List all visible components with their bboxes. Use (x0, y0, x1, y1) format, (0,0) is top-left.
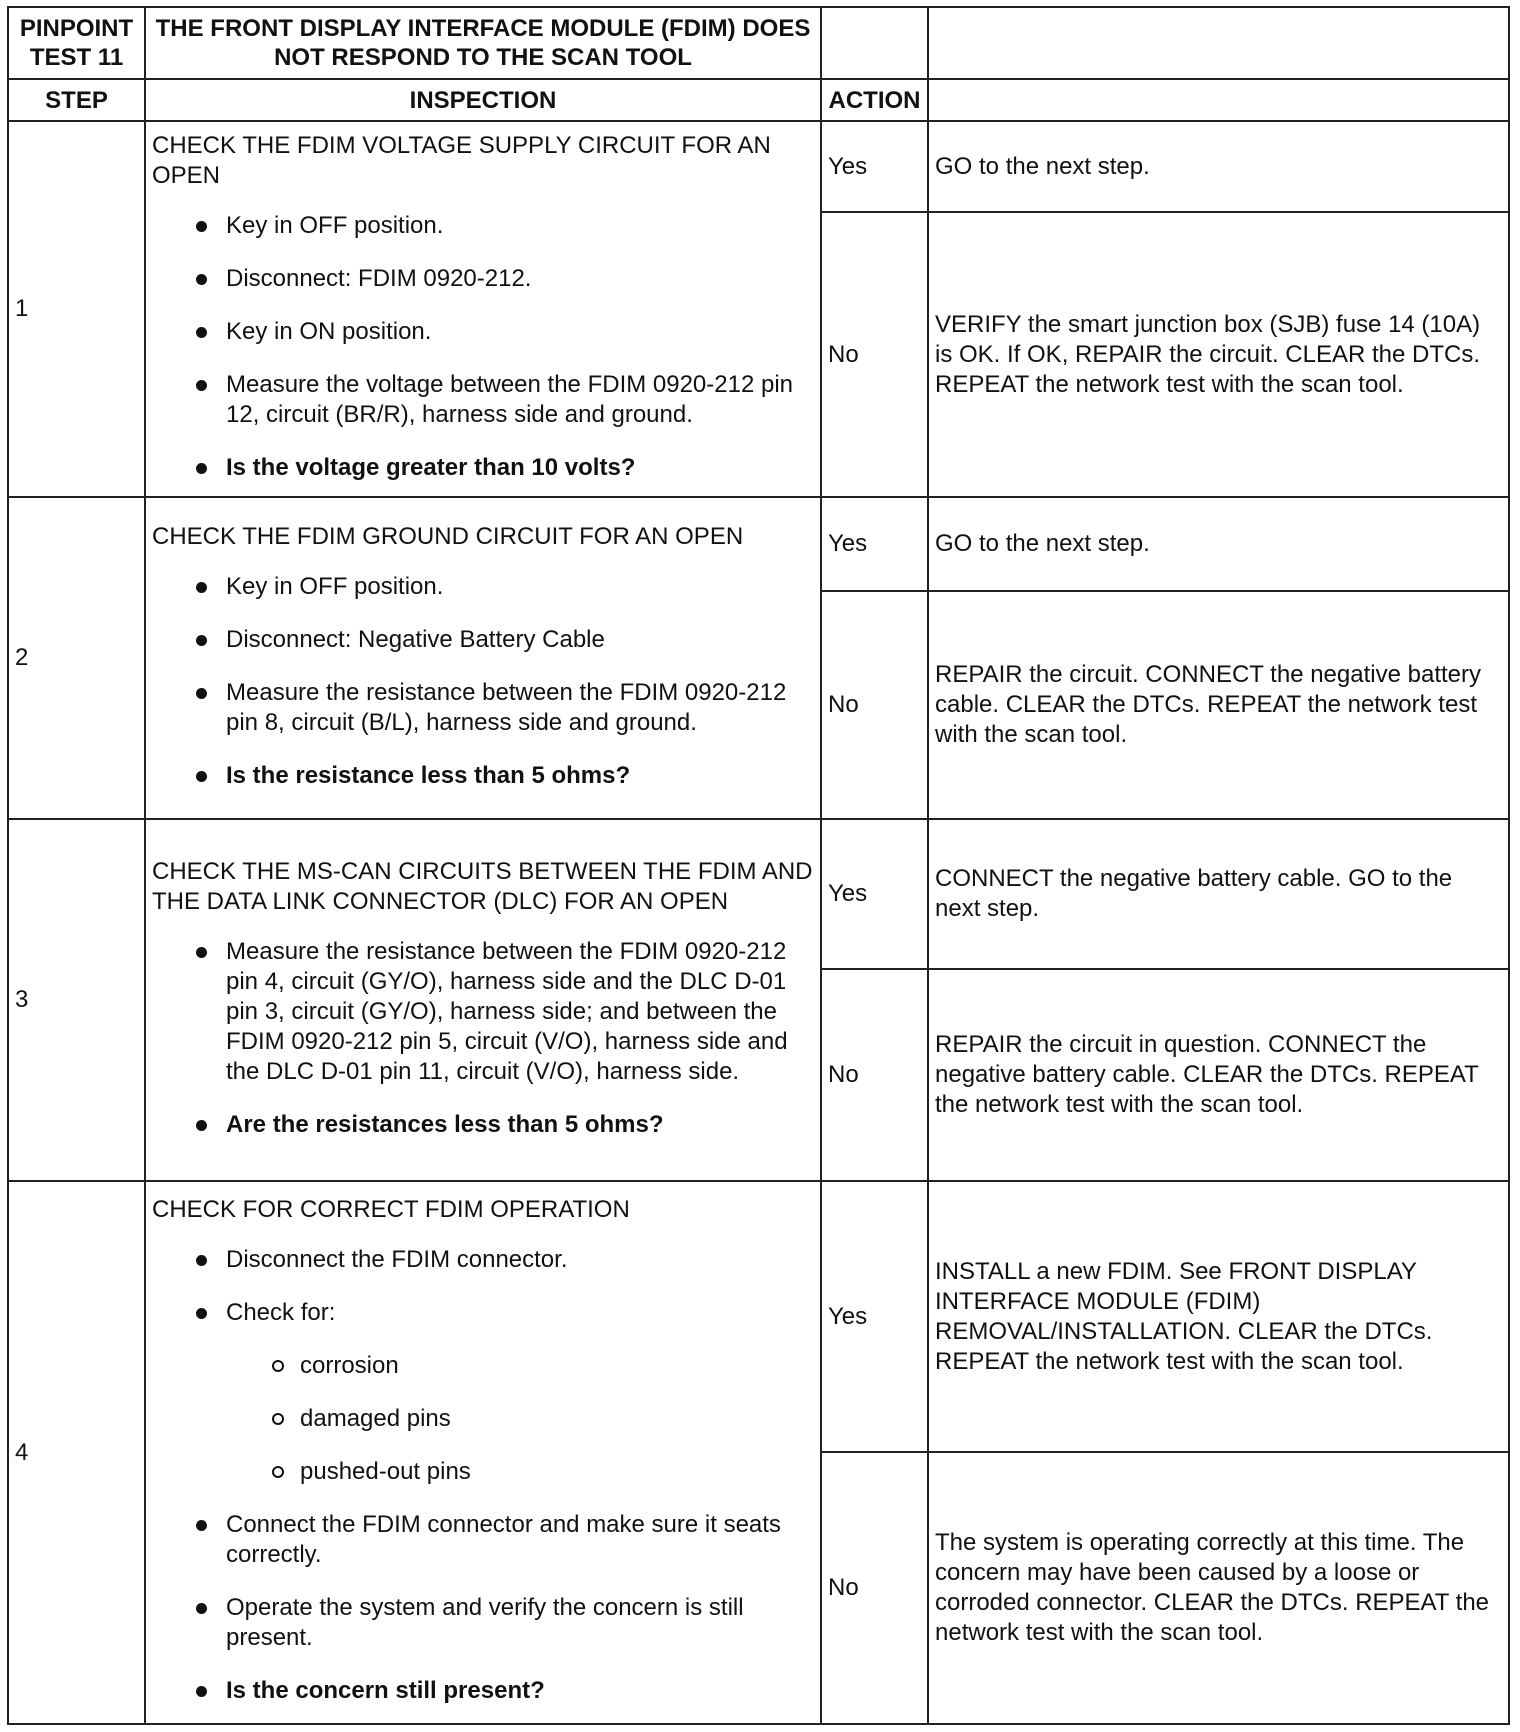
action-no: REPAIR the circuit in question. CONNECT the negative battery cable. CLEAR the DTCs. REPEAT the network test with the scan tool. (928, 969, 1509, 1181)
step-number: 4 (8, 1181, 145, 1724)
answer-yes: Yes (821, 497, 928, 591)
column-header-inspection: INSPECTION (145, 79, 821, 121)
bullet-item: Disconnect the FDIM connector. (152, 1245, 814, 1275)
bullet-item: Disconnect: Negative Battery Cable (152, 625, 814, 655)
inspection-cell (145, 819, 821, 1181)
step-question: Is the voltage greater than 10 volts? (152, 453, 814, 483)
bullet-list (152, 937, 814, 1140)
action-yes: CONNECT the negative battery cable. GO to the next step. (928, 819, 1509, 969)
bullet-item: Measure the resistance between the FDIM 0920-212 pin 8, circuit (B/L), harness side and ground. (152, 678, 814, 738)
step-question: Are the resistances less than 5 ohms? (152, 1110, 814, 1140)
answer-yes: Yes (821, 121, 928, 212)
header-blank (928, 79, 1509, 121)
action-yes: INSTALL a new FDIM. See FRONT DISPLAY INTERFACE MODULE (FDIM) REMOVAL/INSTALLATION. CLEAR the DTCs. REPEAT the network test with the scan tool. (928, 1181, 1509, 1452)
answer-no: No (821, 591, 928, 819)
step-number: 1 (8, 121, 145, 497)
sub-item: pushed-out pins (226, 1457, 814, 1487)
bullet-item: Operate the system and verify the concern is still present. (152, 1593, 814, 1653)
sub-item: damaged pins (226, 1404, 814, 1434)
answer-yes: Yes (821, 1181, 928, 1452)
bullet-text: Check for: (226, 1299, 336, 1326)
bullet-item (152, 1298, 814, 1487)
column-header-step: STEP (8, 79, 145, 121)
step-number: 2 (8, 497, 145, 819)
bullet-list (152, 211, 814, 483)
step-title: CHECK FOR CORRECT FDIM OPERATION (152, 1196, 630, 1223)
answer-no: No (821, 1452, 928, 1724)
action-no: REPAIR the circuit. CONNECT the negative battery cable. CLEAR the DTCs. REPEAT the network test with the scan tool. (928, 591, 1509, 819)
step-title: CHECK THE FDIM VOLTAGE SUPPLY CIRCUIT FOR AN OPEN (152, 132, 771, 189)
bullet-item: Key in ON position. (152, 317, 814, 347)
step-number: 3 (8, 819, 145, 1181)
inspection-cell (145, 497, 821, 819)
action-yes: GO to the next step. (928, 121, 1509, 212)
bullet-item: Disconnect: FDIM 0920-212. (152, 264, 814, 294)
action-yes: GO to the next step. (928, 497, 1509, 591)
bullet-item: Measure the voltage between the FDIM 0920-212 pin 12, circuit (BR/R), harness side and ground. (152, 370, 814, 430)
step-title: CHECK THE FDIM GROUND CIRCUIT FOR AN OPEN (152, 522, 744, 550)
bullet-item: Connect the FDIM connector and make sure it seats correctly. (152, 1510, 814, 1570)
bullet-list (152, 1245, 814, 1706)
test-title: THE FRONT DISPLAY INTERFACE MODULE (FDIM) DOES NOT RESPOND TO THE SCAN TOOL (145, 7, 821, 79)
bullet-list (152, 572, 814, 791)
step-question: Is the resistance less than 5 ohms? (152, 761, 814, 791)
test-label: PINPOINT TEST 11 (8, 7, 145, 79)
step-question: Is the concern still present? (152, 1676, 814, 1706)
answer-no: No (821, 212, 928, 497)
sub-item: corrosion (226, 1351, 814, 1381)
header-blank (821, 7, 928, 79)
answer-no: No (821, 969, 928, 1181)
action-no: VERIFY the smart junction box (SJB) fuse 14 (10A) is OK. If OK, REPAIR the circuit. CLEAR the DTCs. REPEAT the network test with the scan tool. (928, 212, 1509, 497)
step-row (8, 121, 1509, 212)
step-title: CHECK THE MS-CAN CIRCUITS BETWEEN THE FDIM AND THE DATA LINK CONNECTOR (DLC) FOR AN OPEN (152, 857, 813, 915)
step-row (8, 497, 1509, 591)
bullet-item: Key in OFF position. (152, 211, 814, 241)
answer-yes: Yes (821, 819, 928, 969)
step-row (8, 1181, 1509, 1452)
inspection-cell (145, 121, 821, 497)
column-header-action: ACTION (821, 79, 928, 121)
step-row (8, 819, 1509, 969)
inspection-cell (145, 1181, 821, 1724)
header-blank (928, 7, 1509, 79)
pinpoint-test-table (7, 6, 1510, 1725)
bullet-item: Measure the resistance between the FDIM 0920-212 pin 4, circuit (GY/O), harness side and the DLC D-01 pin 3, circuit (GY/O), harness side; and between the FDIM 0920-212 pin 5, circuit (V/O), harness side and the DLC D-01 pin 11, circuit (V/O), harness side. (152, 937, 814, 1087)
action-no: The system is operating correctly at this time. The concern may have been caused by a loose or corroded connector. CLEAR the DTCs. REPEAT the network test with the scan tool. (928, 1452, 1509, 1724)
bullet-item: Key in OFF position. (152, 572, 814, 602)
sub-list (226, 1351, 814, 1487)
